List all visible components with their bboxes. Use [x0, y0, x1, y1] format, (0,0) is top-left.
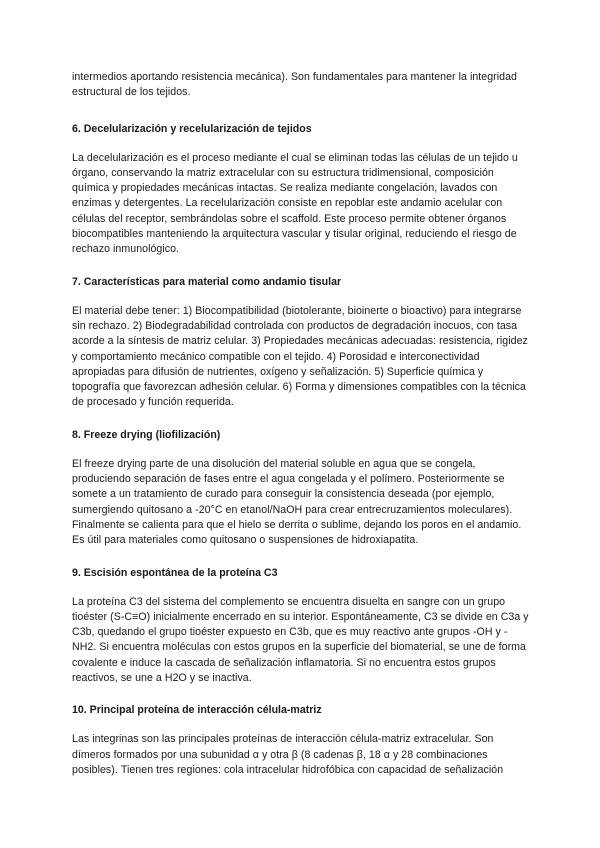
- section-heading: 6. Decelularización y recelularización de tejidos: [72, 122, 312, 135]
- section-heading: 8. Freeze drying (liofilización): [72, 428, 221, 441]
- section-heading: 7. Características para material como andamio tisular: [72, 275, 342, 288]
- section-8: [72, 428, 530, 549]
- section-body: La proteína C3 del sistema del complemento se encuentra disuelta en sangre con un grupo tioéster (S-C≡O) inicialmente encerrado en su interior. Espontáneamente, C3 se divide en C3a y C3b, quedando el grupo tioéster expuesto en C3b, que es muy reactivo ante grupos -OH y -NH2. Si encuentra moléculas con estos grupos en la superficie del biomaterial, se une de forma covalente e induce la cascada de señalización inflamatoria. Si no encuentra estos grupos reactivos, se une a H2O y se inactiva.: [72, 595, 529, 685]
- section-9: [72, 566, 530, 687]
- section-heading: 10. Principal proteína de interacción célula-matriz: [72, 704, 322, 717]
- section-body: El material debe tener: 1) Biocompatibilidad (biotolerante, bioinerte o bioactivo) para integrarse sin rechazo. 2) Biodegradabilidad controlada con productos de degradación inocuos, con tasa acorde a la síntesis de matriz celular. 3) Propiedades mecánicas adecuadas: resistencia, rigidez y comportamiento mecánico compatible con el tejido. 4) Porosidad e interconectividad apropiadas para difusión de nutrientes, oxígeno y señalización. 5) Superficie química y topografía que favorezcan adhesión celular. 6) Forma y dimensiones compatibles con la técnica de procesado y función requerida.: [72, 304, 528, 409]
- document-page: [72, 70, 530, 795]
- section-heading: 9. Escisión espontánea de la proteína C3: [72, 566, 278, 579]
- section-7: [72, 275, 530, 411]
- section-body: La decelularización es el proceso mediante el cual se eliminan todas las células de un tejido u órgano, conservando la matriz extracelular con su estructura tridimensional, composición química y propiedades mecánicas intactas. Se realiza mediante congelación, lavados con enzimas y detergentes. La recelularización consiste en repoblar este andamio acelular con células del receptor, sembrándolas sobre el scaffold. Este proceso permite obtener órganos biocompatibles manteniendo la arquitectura vascular y tisular original, reduciendo el riesgo de rechazo inmunológico.: [72, 151, 518, 256]
- section-6: [72, 122, 530, 258]
- section-body: El freeze drying parte de una disolución del material soluble en agua que se congela, produciendo separación de fases entre el agua congelada y el polímero. Posteriormente se somete a un tratamiento de curado para conseguir la consistencia deseada (por ejemplo, sumergiendo quitosano a -20°C en etanol/NaOH para crear entrecruzamientos moleculares). Finalmente se calienta para que el hielo se derrita o sublime, dejando los poros en el andamio. Es útil para materiales como quitosano o suspensiones de hidroxiapatita.: [72, 457, 522, 547]
- section-10: [72, 703, 530, 778]
- section-body: Las integrinas son las principales proteínas de interacción célula-matriz extracelular. Son dímeros formados por una subunidad α y otra β (8 cadenas β, 18 α y 28 combinaciones posibles). Tienen tres regiones: cola intracelular hidrofóbica con capacidad de señalización: [72, 733, 504, 776]
- intro-paragraph: intermedios aportando resistencia mecánica). Son fundamentales para mantener la integridad estructural de los tejidos.: [72, 71, 517, 99]
